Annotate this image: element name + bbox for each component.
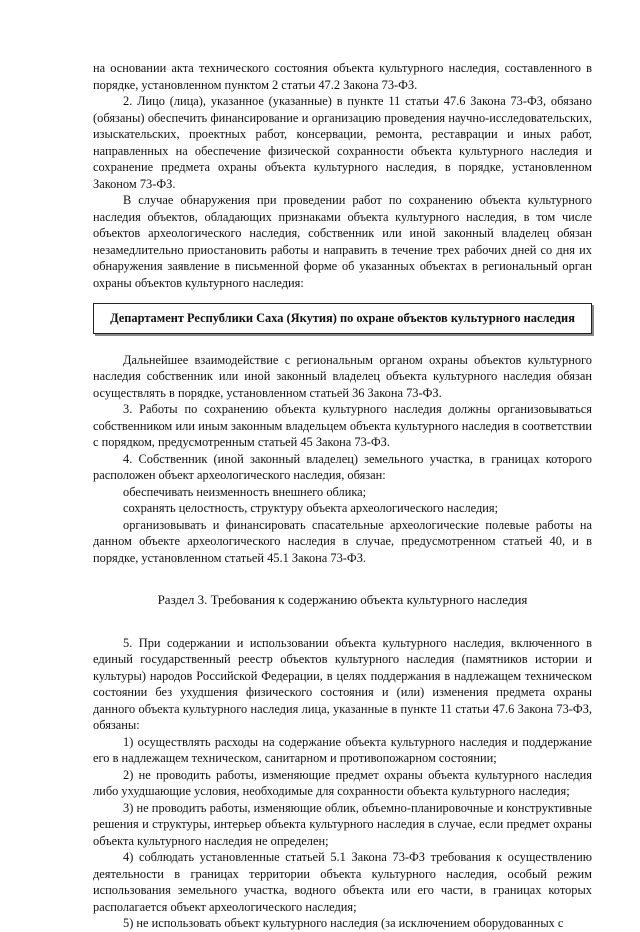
paragraph: 2) не проводить работы, изменяющие предмет охраны объекта культурного наследия либо ухудшающие условия, необходимые для сохранности объекта культурного наследия; (93, 767, 592, 798)
paragraph: 3. Работы по сохранению объекта культурного наследия должны организовываться собственником или иным законным владельцем объекта культурного наследия в соответствии с порядком, предусмотренным статьей 45 Закона 73-ФЗ. (93, 402, 592, 449)
paragraph: организовывать и финансировать спасательные археологические полевые работы на данном объекте археологического наследия в случае, предусмотренном статьей 40, и в порядке, установленном статьей 45.1 Закона 73-ФЗ. (93, 517, 592, 565)
section-heading: Раздел 3. Требования к содержанию объекта культурного наследия (157, 592, 528, 607)
paragraph: 4. Собственник (иной законный владелец) земельного участка, в границах которого расположен объект археологического наследия, обязан: (93, 451, 592, 482)
paragraph: на основании акта технического состояния объекта культурного наследия, составленного в порядке, установленном пунктом 2 статьи 47.2 Закона 73-ФЗ. (93, 61, 592, 92)
paragraph: 4) соблюдать установленные статьей 5.1 Закона 73-ФЗ требования к осуществлению деятельности в границах территории объекта культурного наследия, особый режим использования земельного участка, водного объекта или его части, в границах которых располагается объект археологического наследия; (93, 850, 592, 914)
paragraph: 5. При содержании и использовании объекта культурного наследия, включенного в единый государственный реестр объектов культурного наследия (памятников истории и культуры) народов Российской Федерации, в целях поддержания в надлежащем техническом состоянии без ухудшения физического состояния и (или) изменения предмета охраны данного объекта культурного наследия лица, указанные в пункте 11 статьи 47.6 Закона 73-ФЗ, обязаны: (93, 635, 592, 732)
agency-name-box: Департамент Республики Саха (Якутия) по охране объектов культурного наследия (93, 303, 592, 334)
paragraph: 1) осуществлять расходы на содержание объекта культурного наследия и поддержание его в надлежащем техническом, санитарном и противопожарном состоянии; (93, 734, 592, 765)
paragraph: обеспечивать неизменность внешнего облика; (123, 484, 367, 499)
paragraph: сохранять целостность, структуру объекта археологического наследия; (123, 501, 499, 515)
paragraph: Дальнейшее взаимодействие с региональным органом охраны объектов культурного наследия собственник или иной законный владелец объекта культурного наследия обязан осуществлять в порядке, установленном статьей 36 Закона 73-ФЗ. (93, 352, 592, 400)
paragraph: 2. Лицо (лица), указанное (указанные) в пункте 11 статьи 47.6 Закона 73-ФЗ, обязано (обязаны) обеспечить финансирование и организацию проведения научно-исследовательских, изыскательских, проектных работ, консервации, ремонта, реставрации и иных работ, направленных на обеспечение физической сохранности объекта культурного наследия и сохранение предмета охраны объекта культурного наследия, в порядке, установленном Законом 73-ФЗ. (93, 94, 592, 191)
paragraph: 5) не использовать объект культурного наследия (за исключением оборудованных с (123, 916, 564, 930)
paragraph: 3) не проводить работы, изменяющие облик, объемно-планировочные и конструктивные решения и структуры, интерьер объекта культурного наследия в случае, если предмет охраны объекта культурного наследия не определен; (93, 800, 592, 848)
paragraph: В случае обнаружения при проведении работ по сохранению объекта культурного наследия объектов, обладающих признаками объекта культурного наследия, в том числе объектов археологического наследия, собственник или иной законный владелец обязан незамедлительно приостановить работы и направить в течение трех рабочих дней со дня их обнаружения заявление в письменной форме об указанных объектах в региональный орган охраны объектов культурного наследия: (93, 193, 592, 290)
